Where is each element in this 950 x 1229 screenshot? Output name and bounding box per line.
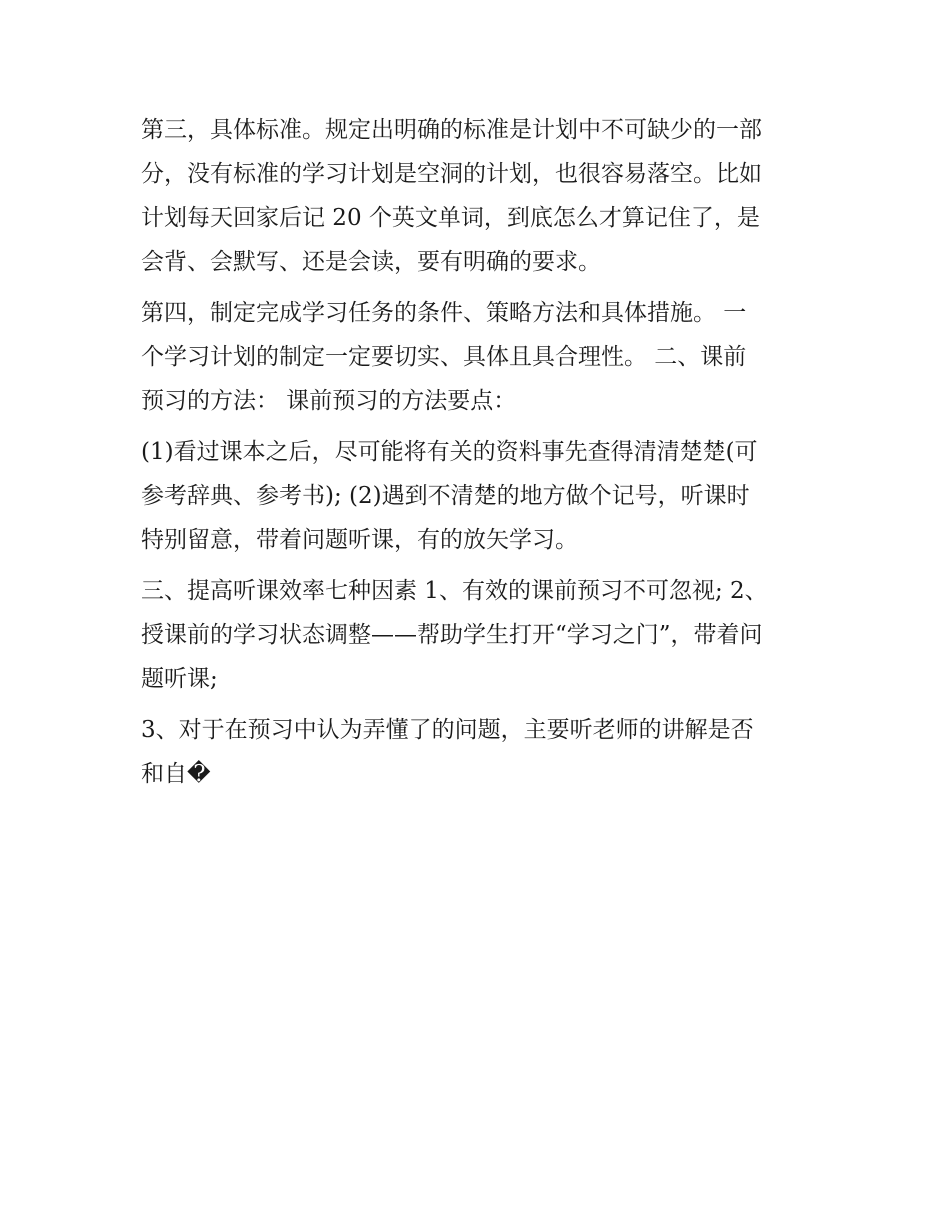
text-line: 个学习计划的制定一定要切实、具体且具合理性。 二、课前 <box>141 344 747 370</box>
text-line: 授课前的学习状态调整——帮助学生打开“学习之门”，带着问 <box>141 622 763 648</box>
text-line: (1)看过课本之后，尽可能将有关的资料事先查得清清楚楚(可 <box>141 439 758 465</box>
text-line: 第四，制定完成学习任务的条件、策略方法和具体措施。 一 <box>141 300 747 326</box>
text-line: 会背、会默写、还是会读，要有明确的要求。 <box>141 249 601 275</box>
text-line: 三、提高听课效率七种因素 1、有效的课前预习不可忽视; 2、 <box>141 578 768 604</box>
document-body <box>141 108 813 803</box>
paragraph-conditions-and-methods <box>141 291 813 423</box>
text-line: 特别留意，带着问题听课，有的放矢学习。 <box>141 527 578 553</box>
text-line: 参考辞典、参考书); (2)遇到不清楚的地方做个记号，听课时 <box>141 483 750 509</box>
text-line: 计划每天回家后记 20 个英文单词，到底怎么才算记住了，是 <box>141 205 760 231</box>
paragraph-understood-questions <box>141 708 813 796</box>
text-line: 题听课; <box>141 666 218 692</box>
text-line: 第三，具体标准。规定出明确的标准是计划中不可缺少的一部 <box>141 117 762 143</box>
paragraph-preview-points <box>141 430 813 562</box>
paragraph-listening-efficiency <box>141 569 813 701</box>
paragraph-specific-standards <box>141 108 813 284</box>
text-line: 预习的方法： 课前预习的方法要点： <box>141 388 517 414</box>
text-line: 和自� <box>141 761 211 787</box>
text-line: 3、对于在预习中认为弄懂了的问题，主要听老师的讲解是否 <box>141 717 754 743</box>
text-line: 分，没有标准的学习计划是空洞的计划，也很容易落空。比如 <box>141 161 762 187</box>
